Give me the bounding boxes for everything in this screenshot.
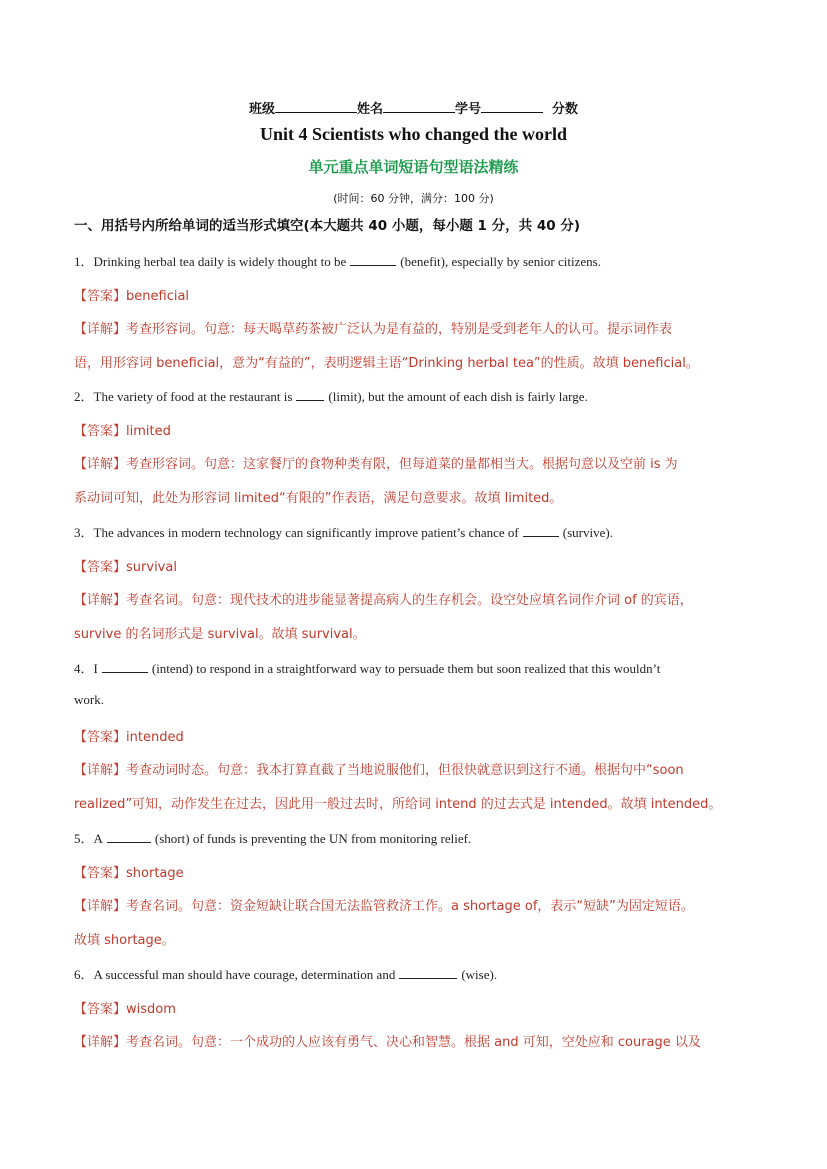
answer-6	[74, 998, 176, 1017]
question-text: (wise).	[461, 967, 498, 982]
detail-2-line-1	[74, 453, 678, 472]
question-3	[74, 522, 613, 541]
page-subtitle: 单元重点单词短语句型语法精练	[308, 158, 519, 176]
answer-4	[74, 726, 184, 745]
section-heading: 一、用括号内所给单词的适当形式填空(本大题共 40 小题，每小题 1 分，共 40 分)	[74, 218, 581, 234]
detail-4-line-1	[74, 759, 684, 778]
question-6	[74, 964, 497, 983]
question-text: A	[93, 831, 103, 846]
detail-4-line-2: realized”可知，动作发生在过去，因此用一般过去时，所给词 intend 的过去式是 intended。故填 intended。	[74, 797, 722, 812]
detail-label: 【详解】	[74, 763, 127, 778]
detail-label: 【详解】	[74, 593, 127, 608]
detail-label: 【详解】	[74, 457, 127, 472]
question-1	[74, 251, 601, 270]
answer-blank[interactable]	[102, 660, 148, 673]
answer-blank[interactable]	[296, 388, 324, 401]
question-2	[74, 386, 588, 405]
answer-label: 【答案】	[74, 560, 127, 575]
answer-value: survival	[126, 560, 177, 575]
page-title: Unit 4 Scientists who changed the world	[259, 124, 568, 144]
answer-value: limited	[126, 424, 171, 439]
answer-value: beneficial	[126, 289, 190, 304]
question-text: The advances in modern technology can significantly improve patient’s chance of	[93, 525, 519, 540]
question-text: A successful man should have courage, determination and	[93, 967, 396, 982]
question-4	[74, 658, 660, 677]
answer-label: 【答案】	[74, 424, 127, 439]
detail-1-line-1	[74, 318, 672, 337]
question-number: 4．	[74, 661, 94, 676]
detail-text: 考查形容词。句意：每天喝草药茶被广泛认为是有益的，特别是受到老年人的认可。提示词作表	[126, 322, 673, 337]
question-text: (limit), but the amount of each dish is fairly large.	[328, 389, 588, 404]
id-blank[interactable]	[481, 100, 543, 113]
question-text: Drinking herbal tea daily is widely thought to be	[93, 254, 347, 269]
detail-text: 考查名词。句意：现代技术的进步能显著提高病人的生存机会。设空处应填名词作介词 of 的宾语，	[126, 593, 693, 608]
answer-label: 【答案】	[74, 289, 127, 304]
name-label: 姓名	[356, 102, 383, 117]
question-4-continuation: work.	[74, 692, 104, 707]
detail-1-line-2: 语，用形容词 beneficial，意为“有益的”，表明逻辑主语“Drinking herbal tea”的性质。故填 beneficial。	[74, 356, 699, 371]
detail-label: 【详解】	[74, 899, 127, 914]
answer-blank[interactable]	[523, 524, 559, 537]
answer-5	[74, 862, 184, 881]
detail-5-line-1	[74, 895, 694, 914]
question-number: 1．	[74, 254, 94, 269]
answer-label: 【答案】	[74, 730, 127, 745]
detail-3-line-1	[74, 589, 693, 608]
question-text: (survive).	[562, 525, 613, 540]
student-info-line	[0, 98, 827, 117]
detail-2-line-2: 系动词可知，此处为形容词 limited“有限的”作表语，满足句意要求。故填 limited。	[74, 491, 563, 506]
detail-label: 【详解】	[74, 1035, 127, 1050]
detail-text: 考查名词。句意：一个成功的人应该有勇气、决心和智慧。根据 and 可知，空处应和 courage 以及	[126, 1035, 701, 1050]
answer-label: 【答案】	[74, 866, 127, 881]
id-label: 学号	[454, 102, 481, 117]
question-text: The variety of food at the restaurant is	[93, 389, 293, 404]
detail-3-line-2: survive 的名词形式是 survival。故填 survival。	[74, 627, 366, 642]
time-info: (时间：60 分钟，满分：100 分)	[333, 192, 494, 205]
answer-blank[interactable]	[107, 830, 151, 843]
question-text: (intend) to respond in a straightforward way to persuade them but soon realized that this wouldn’t	[151, 661, 661, 676]
detail-5-line-2: 故填 shortage。	[74, 933, 175, 948]
question-text: (benefit), especially by senior citizens.	[400, 254, 601, 269]
question-text: (short) of funds is preventing the UN from monitoring relief.	[154, 831, 472, 846]
class-label: 班级	[248, 102, 275, 117]
detail-text: 考查形容词。句意：这家餐厅的食物种类有限，但每道菜的量都相当大。根据句意以及空前 is 为	[126, 457, 678, 472]
question-5	[74, 828, 471, 847]
answer-blank[interactable]	[350, 253, 396, 266]
answer-blank[interactable]	[399, 966, 457, 979]
answer-2	[74, 420, 171, 439]
detail-6-line-1	[74, 1031, 701, 1050]
detail-text: 考查名词。句意：资金短缺让联合国无法监管救济工作。a shortage of，表示“短缺”为固定短语。	[126, 899, 694, 914]
detail-text: 考查动词时态。句意：我本打算直截了当地说服他们，但很快就意识到这行不通。根据句中“soon	[126, 763, 684, 778]
question-number: 2．	[74, 389, 94, 404]
answer-3	[74, 556, 177, 575]
question-number: 5．	[74, 831, 94, 846]
question-number: 6．	[74, 967, 94, 982]
answer-value: shortage	[126, 866, 184, 881]
name-blank[interactable]	[383, 100, 455, 113]
question-text: I	[93, 661, 98, 676]
answer-1	[74, 285, 189, 304]
answer-value: wisdom	[126, 1002, 176, 1017]
question-number: 3．	[74, 525, 94, 540]
class-blank[interactable]	[275, 100, 357, 113]
answer-label: 【答案】	[74, 1002, 127, 1017]
score-label: 分数	[552, 102, 579, 117]
answer-value: intended	[126, 730, 184, 745]
detail-label: 【详解】	[74, 322, 127, 337]
